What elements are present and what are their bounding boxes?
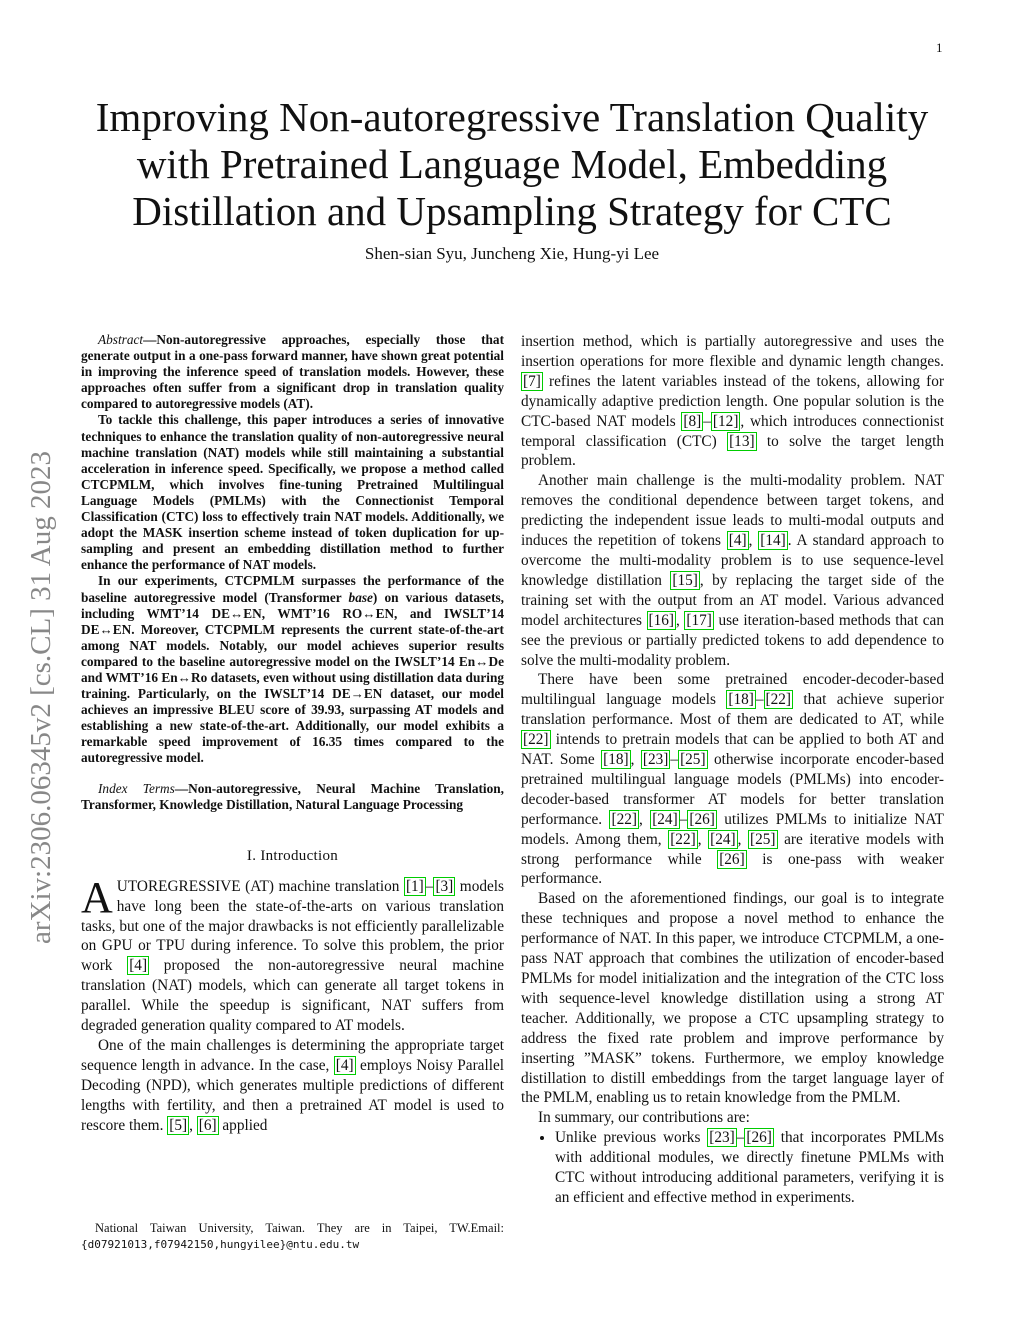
- footnote-emails: {d07921013,f07942150,hungyilee}@ntu.edu.tw: [81, 1238, 360, 1251]
- arxiv-identifier: arXiv:2306.06345v2 [cs.CL] 31 Aug 2023: [25, 451, 57, 944]
- right-column: insertion method, which is partially autoregressive and uses the insertion operations for more flexible and dynamic length changes. [7] refines the latent variables instead of the tokens, allowing for dynamically adaptive prediction length. One popular solution is the CTC-based NAT models [8] – [12] , which introduces connectionist temporal classification (CTC) [13] to solve the target length problem. Another main challenge is the multi-modality problem. NAT removes the conditional dependence between target tokens, and predicting the independent issue leads to multi-modal outputs and induces the repetition of tokens [4] , [14] . A standard approach to overcome the multi-modality problem is to use sequence-level knowledge distillation [15] , by replacing the target side of the training set with the output from an AT model. Various advanced model architectures [16] , [17] use iteration-based methods that can see the previous or partially predicted tokens to add dependence to solve the multi-modality problem. There have been some pretrained encoder-decoder-based multilingual language models [18] – [22] that achieve superior translation performance. Most of them are dedicated to AT, while [22] intends to pretrain models that can be applied to both AT and NAT. Some [18] , [23] – [25] otherwise incorporate encoder-based pretrained multilingual language models (PMLMs) into encoder-decoder-based transformer AT models for better translation performance. [22] , [24] – [26] utilizes PMLMs to initialize NAT models. Among them, [22] , [24] , [25] are iterative models with strong performance while [26] is one-pass with weaker performance. Based on the aforementioned findings, our goal is to integrate these techniques and propose a novel method to enhance the performance of NAT. In this paper, we introduce CTCPMLM, a one-pass NAT approach that combines the utilization of encoder-based PMLMs for model initialization and the integration of the CTC loss with sequence-level knowledge distillation using a strong AT teacher. Additionally, we propose a CTC upsampling strategy to address the fixed rate problem and improve performance by inserting ”MASK” tokens. Furthermore, we employ knowledge distillation to distill embeddings from the target language layer of the PMLM, enabling us to retain knowledge from the PMLM. In summary, our contributions are: • Unlike previous works [23] – [26] that incorporates PMLMs with additional modules, we directly finetune PMLMs with CTC without introducing additional parameters, verifying it is an efficient and effective method in experiments.: [521, 332, 944, 1208]
- citation-link[interactable]: [16]: [648, 611, 674, 629]
- citation-link[interactable]: [5]: [169, 1116, 188, 1134]
- footnote: National Taiwan University, Taiwan. They are in Taipei, TW.Email:{d07921013,f07942150,hungyilee}@ntu.edu.tw: [81, 1221, 504, 1251]
- citation-link[interactable]: [23]: [642, 751, 669, 769]
- citation-link[interactable]: [6]: [198, 1116, 217, 1134]
- citation-link[interactable]: [22]: [611, 810, 637, 828]
- abstract: Abstract—Non-autoregressive approaches, especially those that generate output in a one-pass forward manner, have shown great potential in improving the inference speed of translation models. However, these approaches often suffer from a significant drop in translation quality compared to autoregressive models (AT). To tackle this challenge, this paper introduces a series of innovative techniques to enhance the translation quality of non-autoregressive neural machine translation (NAT) models while still maintaining a substantial acceleration in inference speed. Specifically, we propose a method called CTCPMLM, which involves fine-tuning Pretrained Multilingual Language Models (PMLMs) with the Connectionist Temporal Classification (CTC) loss to effectively train NAT models. Additionally, we adopt the MASK insertion scheme instead of token duplication for up-sampling and present an embedding distillation method to further enhance the performance of NAT models. In our experiments, CTCPMLM surpasses the performance of the baseline autoregressive model (Transformer base) on various datasets, including WMT’14 DE↔EN, WMT’16 RO↔EN, and IWSLT’14 DE↔EN. Moreover, CTCPMLM represents the current state-of-the-art among NAT models. Notably, our model achieves superior results compared to the baseline autoregressive model on the IWSLT’14 En↔De and WMT’16 En↔Ro datasets, even without using distillation data during training. Particularly, on the IWSLT’14 DE→EN dataset, our model achieves an impressive BLEU score of 39.93, surpassing AT models and establishing a new state-of-the-art. Additionally, our model exhibits a remarkable speed improvement of 16.35 times compared to the autoregressive model. Index Terms—Non-autoregressive, Neural Machine Translation, Transformer, Knowledge Distillation, Natural Language Processing: [81, 332, 504, 812]
- citation-link[interactable]: [22]: [523, 731, 549, 749]
- abstract-p2: To tackle this challenge, this paper introduces a series of innovative techniques to enhance the translation quality of non-autoregressive neural machine translation (NAT) models while still maintaining a substantial acceleration in inference speed. Specifically, we propose a method called CTCPMLM, which involves fine-tuning Pretrained Multilingual Language Models (PMLMs) with the Connectionist Temporal Classification (CTC) loss to effectively train NAT models. Additionally, we adopt the MASK insertion scheme instead of token duplication for up-sampling and present an embedding distillation method to further enhance the performance of NAT models.: [81, 412, 504, 573]
- contributions-list: [521, 1128, 944, 1208]
- section-heading: I. Introduction: [246, 847, 339, 864]
- citation-link[interactable]: [7]: [523, 372, 541, 390]
- citation-link[interactable]: [22]: [670, 830, 696, 848]
- drop-cap: A: [81, 872, 113, 922]
- citation-link[interactable]: [13]: [729, 432, 755, 450]
- introduction-body: AUTOREGRESSIVE (AT) machine translation [1] – [3] models have long been the state-of-the-arts on various translation tasks, but one of the major drawbacks is not efficiently parallelizable on GPU or TPU during inference. To solve this problem, the prior work [4] proposed the non-autoregressive neural machine translation (NAT) models, which can generate all target tokens in parallel. While the speedup is significant, NAT suffers from degraded generation quality compared to AT models. One of the main challenges is determining the appropriate target sequence length in advance. In the case, [4] employs Noisy Parallel Decoding (NPD), which generates multiple predictions of different lengths with fertility, and then a pretrained AT model is used to rescore them. [5] , [6] applied: [81, 872, 505, 1134]
- title-line: with Pretrained Language Model, Embedding: [136, 141, 888, 187]
- paper-title: [60, 94, 964, 235]
- abstract-p1: Non-autoregressive approaches, especially those that generate output in a one-pass forward manner, have shown great potential in improving the inference speed of translation models. However, these approaches often suffer from a significant drop in translation quality compared to autoregressive models (AT).: [81, 332, 504, 412]
- citation-link[interactable]: [8]: [683, 412, 702, 430]
- list-item: • Unlike previous works [23] – [26] that incorporates PMLMs with additional modules, we directly finetune PMLMs with CTC without introducing additional parameters, verifying it is an efficient and effective method in experiments.: [555, 1128, 944, 1208]
- index-terms: Non-autoregressive, Neural Machine Translation, Transformer, Knowledge Distillation, Natural Language Processing: [81, 780, 504, 812]
- citation-link[interactable]: [3]: [435, 877, 454, 895]
- index-terms-label: Index Terms: [98, 780, 175, 796]
- citation-link[interactable]: [15]: [672, 571, 698, 589]
- citation-link[interactable]: [12]: [712, 412, 739, 430]
- citation-link[interactable]: [26]: [689, 810, 715, 828]
- citation-link[interactable]: [23]: [709, 1129, 735, 1147]
- abstract-label: Abstract: [98, 332, 144, 347]
- citation-link[interactable]: [18]: [728, 691, 754, 709]
- authors: Shen-sian Syu, Juncheng Xie, Hung-yi Lee: [364, 244, 660, 263]
- citation-link[interactable]: [4]: [728, 532, 747, 550]
- citation-link[interactable]: [24]: [652, 810, 678, 828]
- left-column: [81, 332, 504, 1136]
- citation-link[interactable]: [24]: [710, 830, 736, 848]
- citation-link[interactable]: [4]: [129, 957, 148, 975]
- citation-link[interactable]: [18]: [603, 751, 629, 769]
- citation-link[interactable]: [25]: [750, 830, 776, 848]
- citation-link[interactable]: [22]: [765, 691, 792, 709]
- citation-link[interactable]: [26]: [746, 1129, 772, 1147]
- citation-link[interactable]: [25]: [680, 751, 706, 769]
- citation-link[interactable]: [14]: [760, 532, 786, 550]
- title-line: Improving Non-autoregressive Translation Quality: [95, 94, 929, 140]
- citation-link[interactable]: [4]: [335, 1056, 354, 1074]
- citation-link[interactable]: [1]: [405, 877, 424, 895]
- abstract-p3: In our experiments, CTCPMLM surpasses the performance of the baseline autoregressive model (Transformer base) on various datasets, including WMT’14 DE↔EN, WMT’16 RO↔EN, and IWSLT’14 DE↔EN. Moreover, CTCPMLM represents the current state-of-the-art among NAT models. Notably, our model achieves superior results compared to the baseline autoregressive model on the IWSLT’14 En↔De and WMT’16 En↔Ro datasets, even without using distillation data during training. Particularly, on the IWSLT’14 DE→EN dataset, our model achieves an impressive BLEU score of 39.93, surpassing AT models and establishing a new state-of-the-art. Additionally, our model exhibits a remarkable speed improvement of 16.35 times compared to the autoregressive model.: [81, 573, 504, 766]
- citation-link[interactable]: [17]: [686, 611, 712, 629]
- title-line: Distillation and Upsampling Strategy for CTC: [132, 188, 892, 234]
- page-number: 1: [936, 40, 943, 55]
- citation-link[interactable]: [26]: [719, 850, 745, 868]
